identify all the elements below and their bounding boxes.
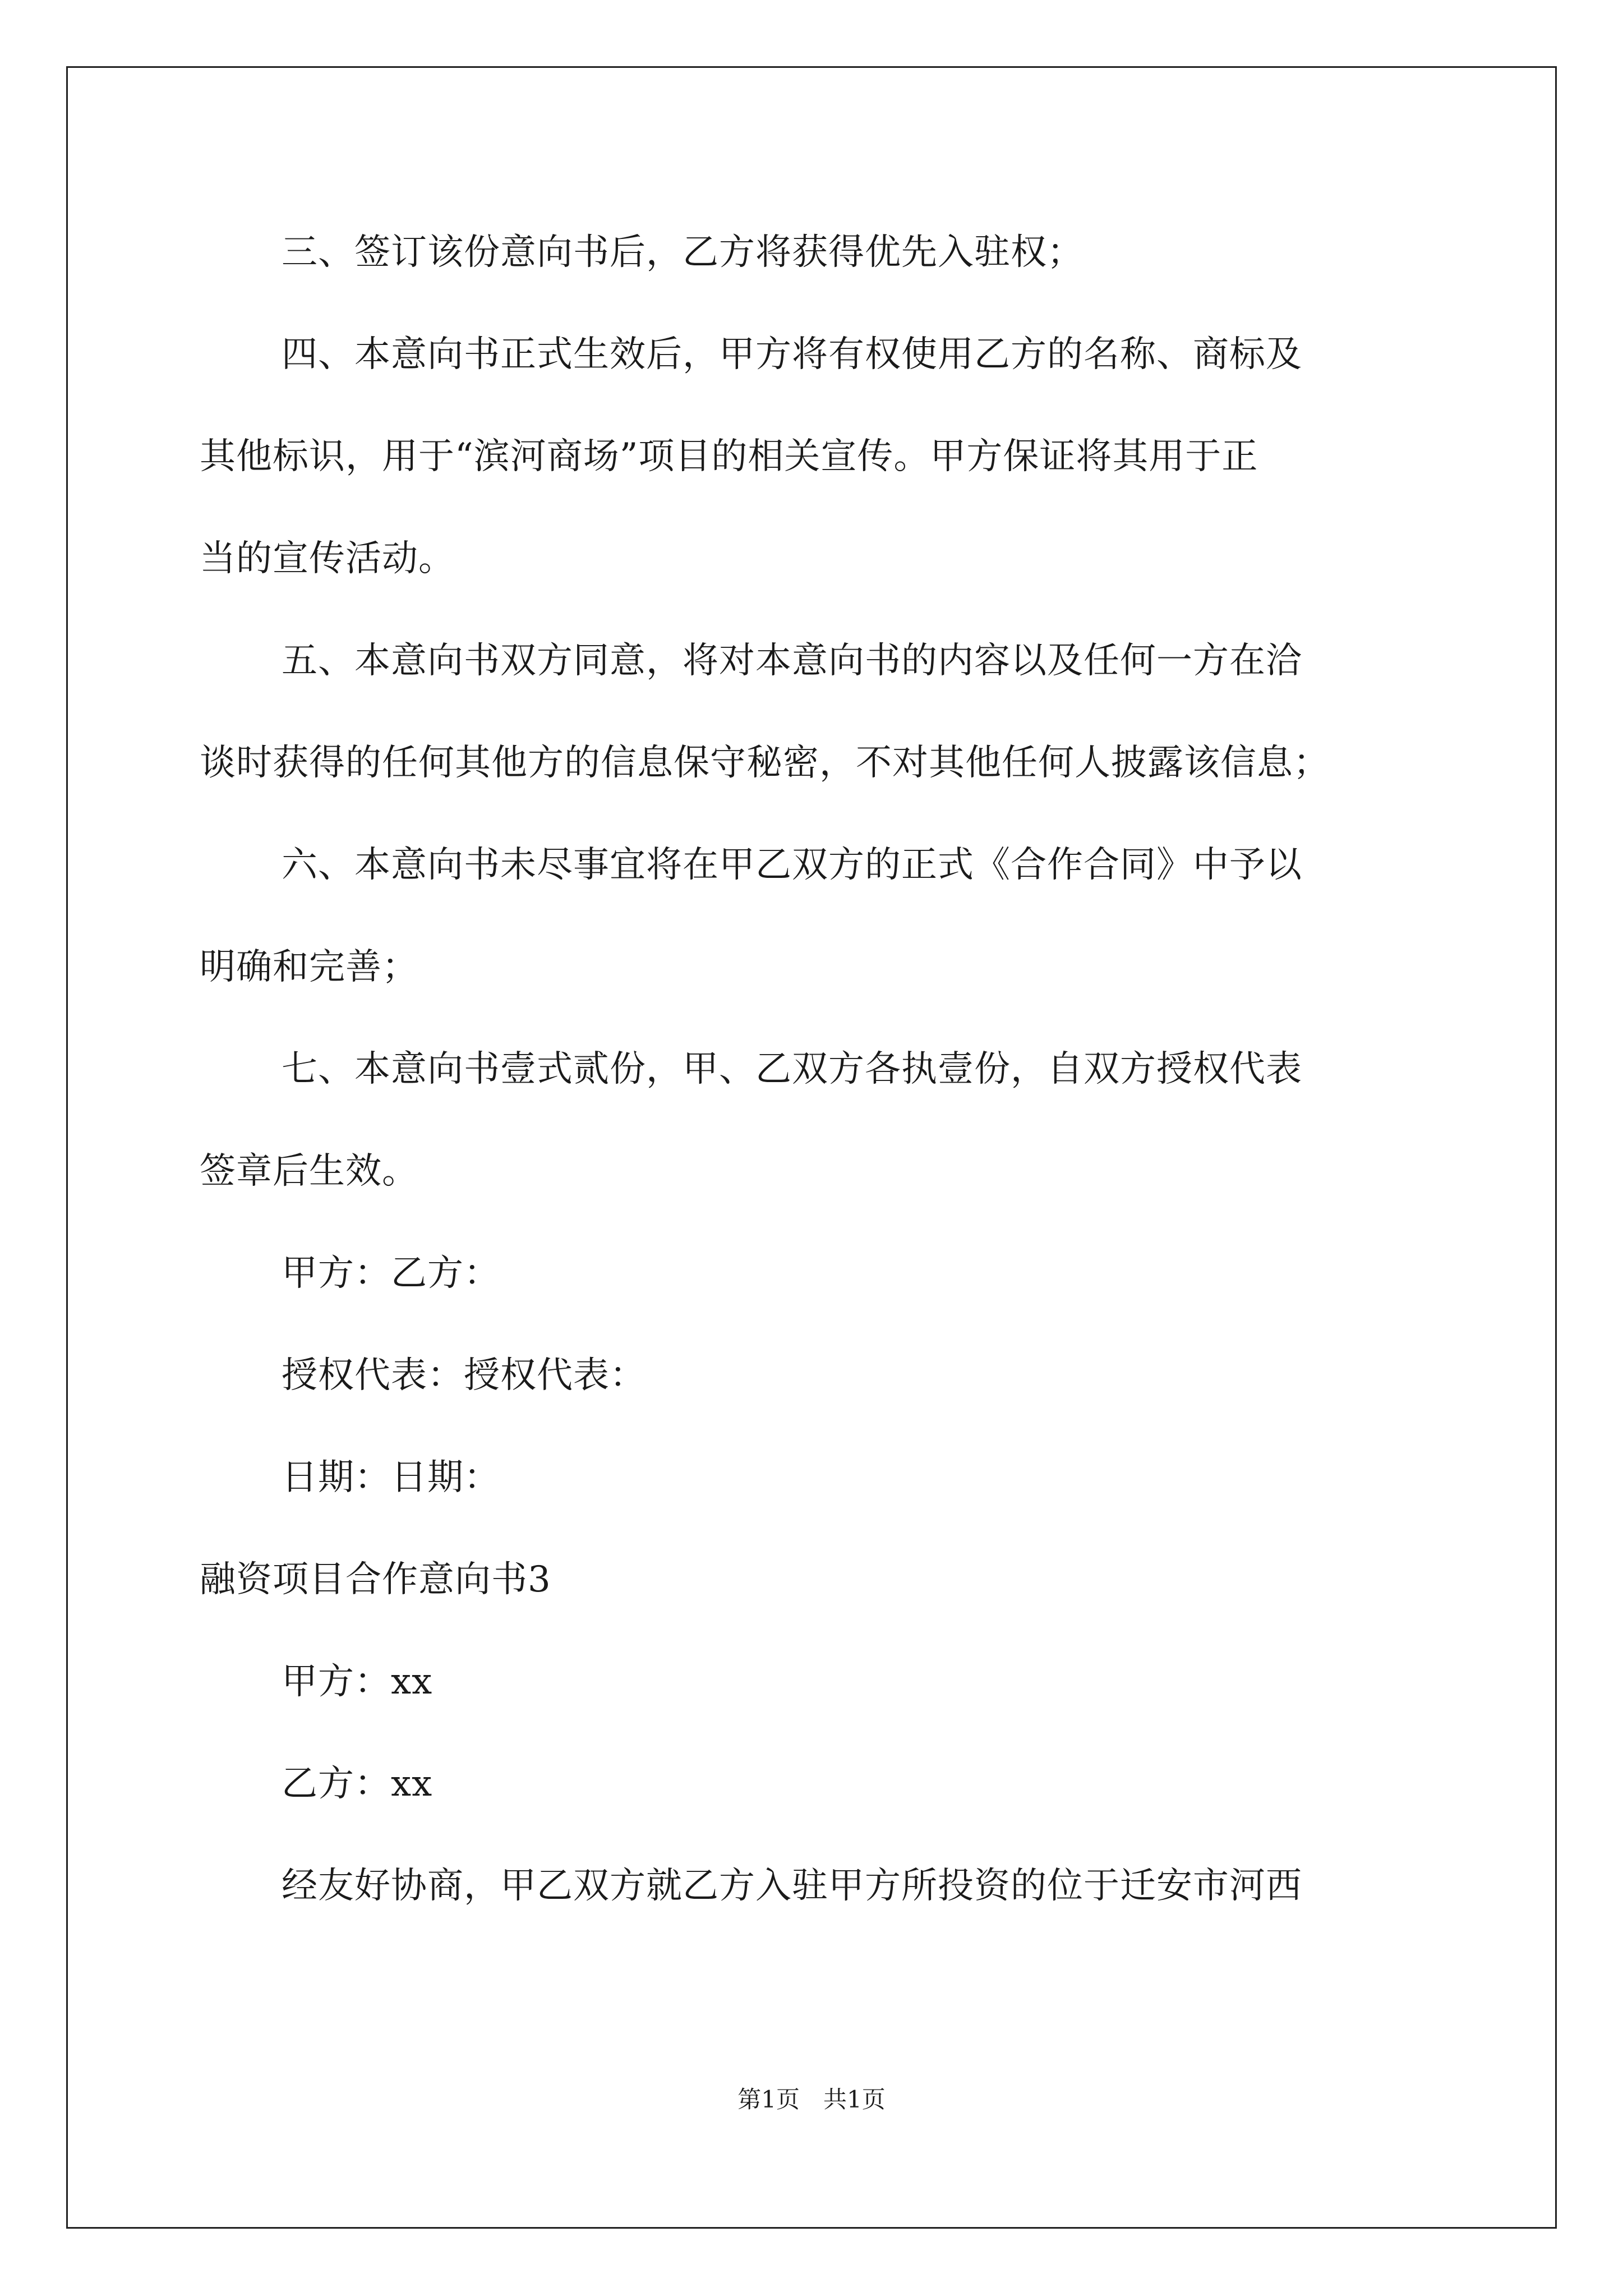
clause-5-line-2: 谈时获得的任何其他方的信息保守秘密，不对其他任何人披露该信息；: [200, 742, 1330, 784]
intro-paragraph: 经友好协商，甲乙双方就乙方入驻甲方所投资的位于迁安市河西: [282, 1865, 1302, 1907]
clause-5-line-1: 五、本意向书双方同意，将对本意向书的内容以及任何一方在洽: [282, 640, 1302, 682]
clause-7-line-1: 七、本意向书壹式贰份，甲、乙双方各执壹份，自双方授权代表: [282, 1048, 1302, 1090]
signature-parties: 甲方：乙方：: [282, 1253, 500, 1294]
signature-dates: 日期：日期：: [282, 1457, 500, 1498]
section-heading: 融资项目合作意向书3: [200, 1559, 551, 1600]
clause-4-line-1: 四、本意向书正式生效后，甲方将有权使用乙方的名称、商标及: [282, 334, 1302, 375]
signature-representatives: 授权代表：授权代表：: [282, 1355, 646, 1396]
clause-3-line: 三、签订该份意向书后，乙方将获得优先入驻权；: [282, 232, 1083, 273]
clause-4-line-2: 其他标识，用于“滨河商场”项目的相关宣传。甲方保证将其用于正: [200, 436, 1258, 477]
page-footer: 第1页 共1页: [737, 2086, 886, 2113]
party-b: 乙方：xx: [282, 1763, 433, 1805]
party-a: 甲方：xx: [282, 1661, 433, 1703]
clause-6-line-1: 六、本意向书未尽事宜将在甲乙双方的正式《合作合同》中予以: [282, 844, 1302, 886]
clause-7-line-2: 签章后生效。: [200, 1151, 418, 1192]
clause-4-line-3: 当的宣传活动。: [200, 538, 455, 579]
clause-6-line-2: 明确和完善；: [200, 946, 418, 988]
